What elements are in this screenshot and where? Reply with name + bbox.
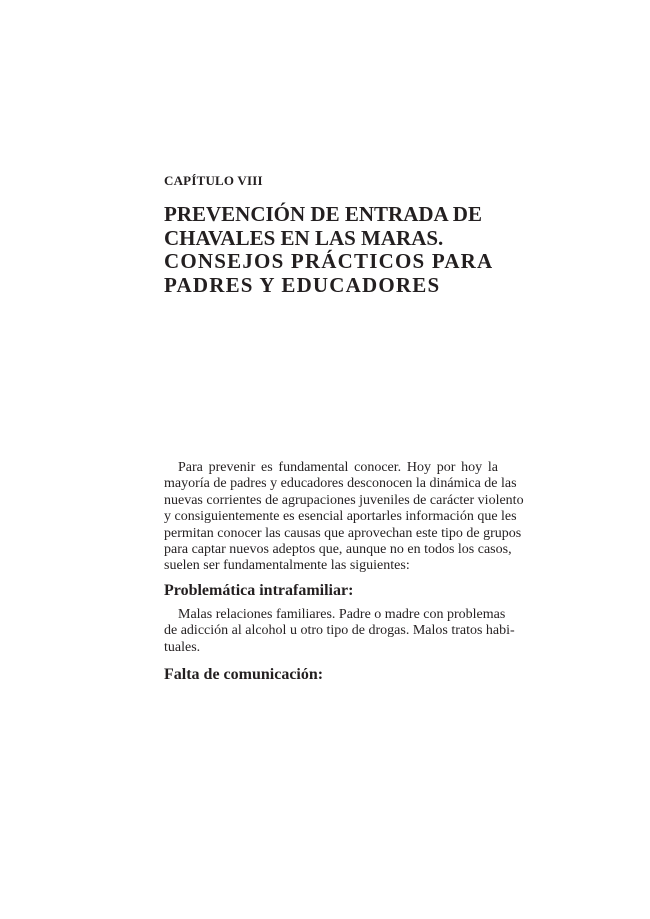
section-heading: Falta de comunicación: <box>164 666 324 683</box>
chapter-title-line: PREVENCIÓN DE ENTRADA DE <box>164 202 482 226</box>
paragraph-line: suelen ser fundamentalmente las siguientes: <box>164 558 410 574</box>
paragraph-line: para captar nuevos adeptos que, aunque no en todos los casos, <box>164 542 512 558</box>
paragraph-line: Para prevenir es fundamental conocer. Hoy por hoy la <box>178 460 498 475</box>
chapter-title-line: CHAVALES EN LAS MARAS. <box>164 225 444 250</box>
intro-paragraph <box>164 460 524 575</box>
chapter-label: CAPÍTULO VIII <box>164 173 263 188</box>
chapter-title <box>164 203 504 297</box>
paragraph-line: Malas relaciones familiares. Padre o madre con problemas <box>178 607 506 622</box>
paragraph-line: de adicción al alcohol u otro tipo de drogas. Malos tratos habi- <box>164 623 515 639</box>
paragraph-line: permitan conocer las causas que aprovechan este tipo de grupos <box>164 525 522 541</box>
paragraph-line: tuales. <box>164 639 201 655</box>
section-heading: Problemática intrafamiliar: <box>164 582 354 599</box>
paragraph-line: nuevas corrientes de agrupaciones juveniles de carácter violento <box>164 492 524 508</box>
chapter-title-line: PADRES Y EDUCADORES <box>164 272 441 297</box>
paragraph-line: mayoría de padres y educadores desconocen la dinámica de las <box>164 476 517 492</box>
section-paragraph <box>164 607 515 656</box>
chapter-title-line: CONSEJOS PRÁCTICOS PARA <box>164 249 494 273</box>
paragraph-line: y consiguientemente es esencial aportarles información que les <box>164 509 517 525</box>
